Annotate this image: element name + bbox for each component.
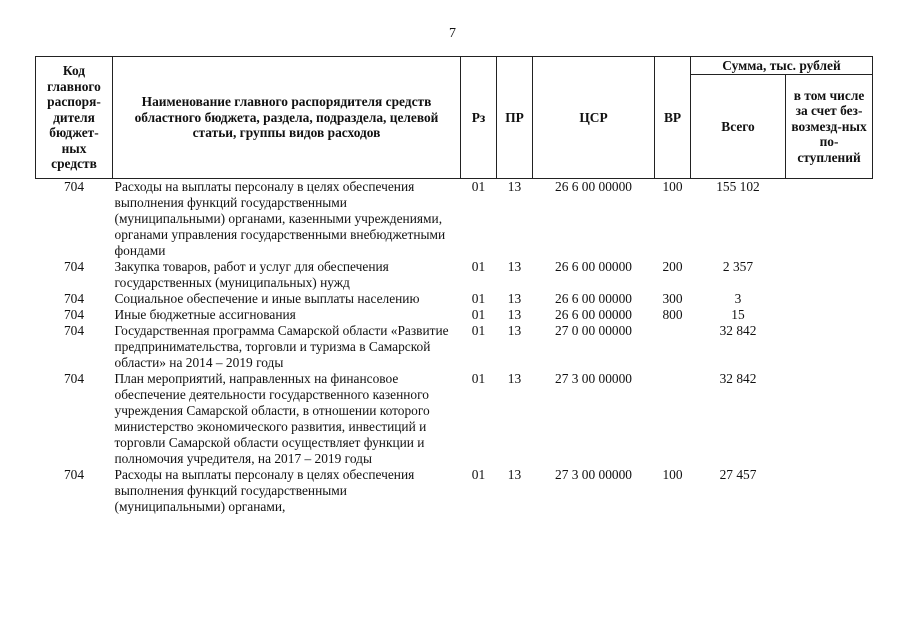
row-vr [655, 323, 691, 371]
row-vr: 800 [662, 307, 683, 322]
row-pr: 13 [507, 323, 522, 338]
row-vr: 200 [662, 259, 683, 274]
header-vtom: в том числе за счет без-возмезд-ных по-ступлений [786, 75, 873, 179]
row-vsego: 2 357 [722, 259, 754, 274]
row-pr: 13 [507, 259, 522, 274]
table-row [36, 371, 873, 467]
row-vtom [786, 291, 873, 307]
row-kod: 704 [63, 307, 85, 322]
row-vtom [786, 179, 873, 260]
row-rz: 01 [471, 259, 486, 274]
row-name: Социальное обеспечение и иные выплаты населению [114, 291, 420, 306]
row-vsego: 3 [734, 291, 742, 306]
row-name: Расходы на выплаты персоналу в целях обеспечения выполнения функций государственными (муниципальными) органами, [114, 467, 415, 514]
header-csr: ЦСР [533, 57, 655, 179]
table-row [36, 291, 873, 307]
table-body [36, 179, 873, 516]
row-vtom [786, 467, 873, 515]
row-csr: 26 6 00 00000 [555, 307, 632, 322]
budget-table [35, 56, 873, 515]
row-name: План мероприятий, направленных на финансовое обеспечение деятельности государственного казенного учреждения Самарской области, в отношении которого министерство экономического развития, инвестиций и торговли Самарской области осуществляет функции и полномочия учредителя, на 2017 – 2019 годы [114, 371, 430, 466]
row-vsego: 15 [731, 307, 745, 322]
row-kod: 704 [63, 323, 85, 338]
row-rz: 01 [471, 291, 486, 306]
header-kod: Код главного распоря-дителя бюджет-ных средств [36, 57, 113, 179]
row-vsego: 27 457 [719, 467, 757, 482]
row-kod: 704 [63, 259, 85, 274]
row-rz: 01 [471, 179, 486, 194]
row-kod: 704 [63, 179, 85, 194]
header-name: Наименование главного распорядителя средств областного бюджета, раздела, подраздела, целевой статьи, группы видов расходов [113, 57, 461, 179]
page-number: 7 [449, 26, 456, 41]
row-kod: 704 [63, 371, 85, 386]
row-name: Закупка товаров, работ и услуг для обеспечения государственных (муниципальных) нужд [114, 259, 389, 290]
row-pr: 13 [507, 179, 522, 194]
row-name: Иные бюджетные ассигнования [114, 307, 296, 322]
row-csr: 26 6 00 00000 [555, 291, 632, 306]
row-vr: 100 [662, 179, 683, 194]
row-csr: 26 6 00 00000 [555, 259, 632, 274]
row-csr: 26 6 00 00000 [555, 179, 632, 194]
header-pr: ПР [497, 57, 533, 179]
row-vtom [786, 371, 873, 467]
row-pr: 13 [507, 467, 522, 482]
row-vtom [786, 259, 873, 291]
header-rz: Рз [461, 57, 497, 179]
row-vsego: 32 842 [719, 323, 757, 338]
row-vtom [786, 323, 873, 371]
row-kod: 704 [63, 467, 85, 482]
row-vsego: 32 842 [719, 371, 757, 386]
row-vsego: 155 102 [716, 179, 760, 194]
row-rz: 01 [471, 467, 486, 482]
row-csr: 27 3 00 00000 [555, 467, 632, 482]
row-name: Государственная программа Самарской области «Развитие предпринимательства, торговли и туризма в Самарской области» на 2014 – 2019 годы [114, 323, 449, 370]
header-sum-title: Сумма, тыс. рублей [691, 57, 873, 75]
header-vsego: Всего [691, 75, 786, 179]
row-csr: 27 3 00 00000 [555, 371, 632, 386]
row-vtom [786, 307, 873, 323]
row-pr: 13 [507, 307, 522, 322]
row-vr [655, 371, 691, 467]
table-row [36, 323, 873, 371]
row-name: Расходы на выплаты персоналу в целях обеспечения выполнения функций государственными (муниципальными) органами, казенными учреждениями, органами управления государственными внебюджетными фондами [114, 179, 446, 258]
row-kod: 704 [63, 291, 85, 306]
table-row [36, 259, 873, 291]
table-row [36, 307, 873, 323]
table-row [36, 467, 873, 515]
row-pr: 13 [507, 291, 522, 306]
row-rz: 01 [471, 307, 486, 322]
row-rz: 01 [471, 371, 486, 386]
row-vr: 100 [662, 467, 683, 482]
row-csr: 27 0 00 00000 [555, 323, 632, 338]
header-vr: ВР [655, 57, 691, 179]
row-vr: 300 [662, 291, 683, 306]
table-row [36, 179, 873, 260]
row-pr: 13 [507, 371, 522, 386]
row-rz: 01 [471, 323, 486, 338]
